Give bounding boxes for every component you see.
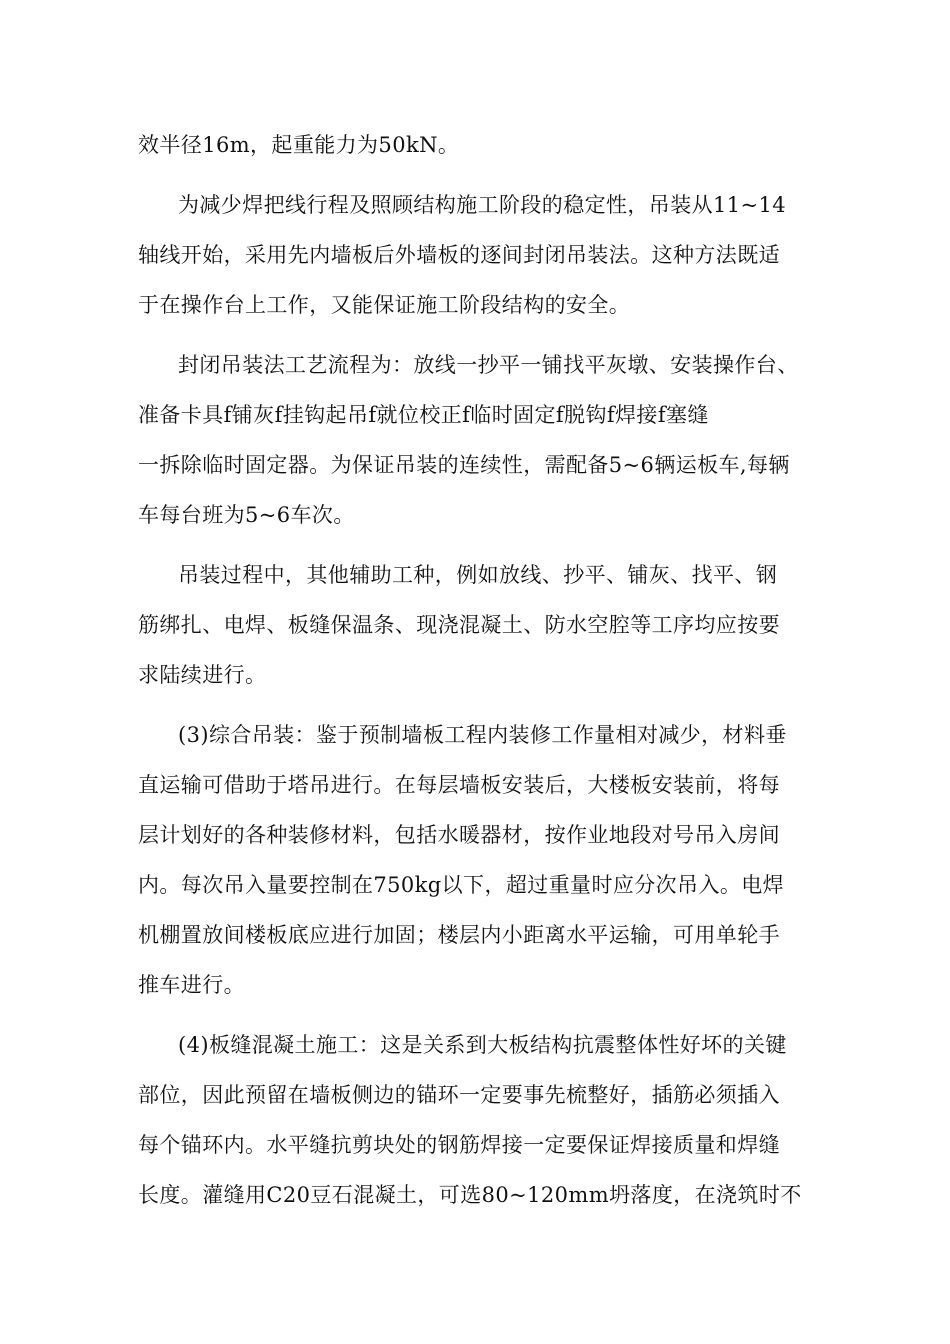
text-line: (3)综合吊装：鉴于预制墙板工程内装修工作量相对减少，材料垂 — [178, 723, 787, 747]
text-line: 吊装过程中，其他辅助工种，例如放线、抄平、铺灰、找平、钢 — [178, 563, 778, 587]
text-line: 层计划好的各种装修材料，包括水暖器材，按作业地段对号吊入房间 — [138, 823, 780, 847]
text-line: 准备卡具f铺灰f挂钩起吊f就位校正f临时固定f脱钩f焊接f塞缝 — [138, 403, 709, 427]
text-line: 机棚置放间楼板底应进行加固；楼层内小距离水平运输，可用单轮手 — [138, 923, 780, 947]
text-line: 长度。灌缝用C20豆石混凝土，可选80~120mm坍落度，在浇筑时不 — [138, 1183, 802, 1207]
text-line: 直运输可借助于塔吊进行。在每层墙板安装后，大楼板安装前，将每 — [138, 773, 780, 797]
text-line: 效半径16m，起重能力为50kN。 — [138, 133, 460, 157]
text-line: 车每台班为5~6车次。 — [138, 503, 355, 527]
text-line: 封闭吊装法工艺流程为：放线一抄平一铺找平灰墩、安装操作台、 — [178, 353, 799, 377]
text-line: 部位，因此预留在墙板侧边的锚环一定要事先梳整好，插筋必须插入 — [138, 1083, 780, 1107]
text-line: 一拆除临时固定器。为保证吊装的连续性，需配备5~6辆运板车,每辆 — [138, 453, 790, 477]
text-line: 于在操作台上工作，又能保证施工阶段结构的安全。 — [138, 293, 631, 317]
text-line: 轴线开始，采用先内墙板后外墙板的逐间封闭吊装法。这种方法既适 — [138, 243, 780, 267]
text-line: (4)板缝混凝土施工：这是关系到大板结构抗震整体性好坏的关键 — [178, 1033, 787, 1057]
text-line: 筋绑扎、电焊、板缝保温条、现浇混凝土、防水空腔等工序均应按要 — [138, 613, 780, 637]
text-line: 求陆续进行。 — [138, 663, 267, 687]
text-line: 内。每次吊入量要控制在750kg以下，超过重量时应分次吊入。电焊 — [138, 873, 785, 897]
text-line: 每个锚环内。水平缝抗剪块处的钢筋焊接一定要保证焊接质量和焊缝 — [138, 1133, 780, 1157]
text-line: 推车进行。 — [138, 973, 245, 997]
text-line: 为减少焊把线行程及照顾结构施工阶段的稳定性，吊装从11~14 — [178, 193, 787, 217]
